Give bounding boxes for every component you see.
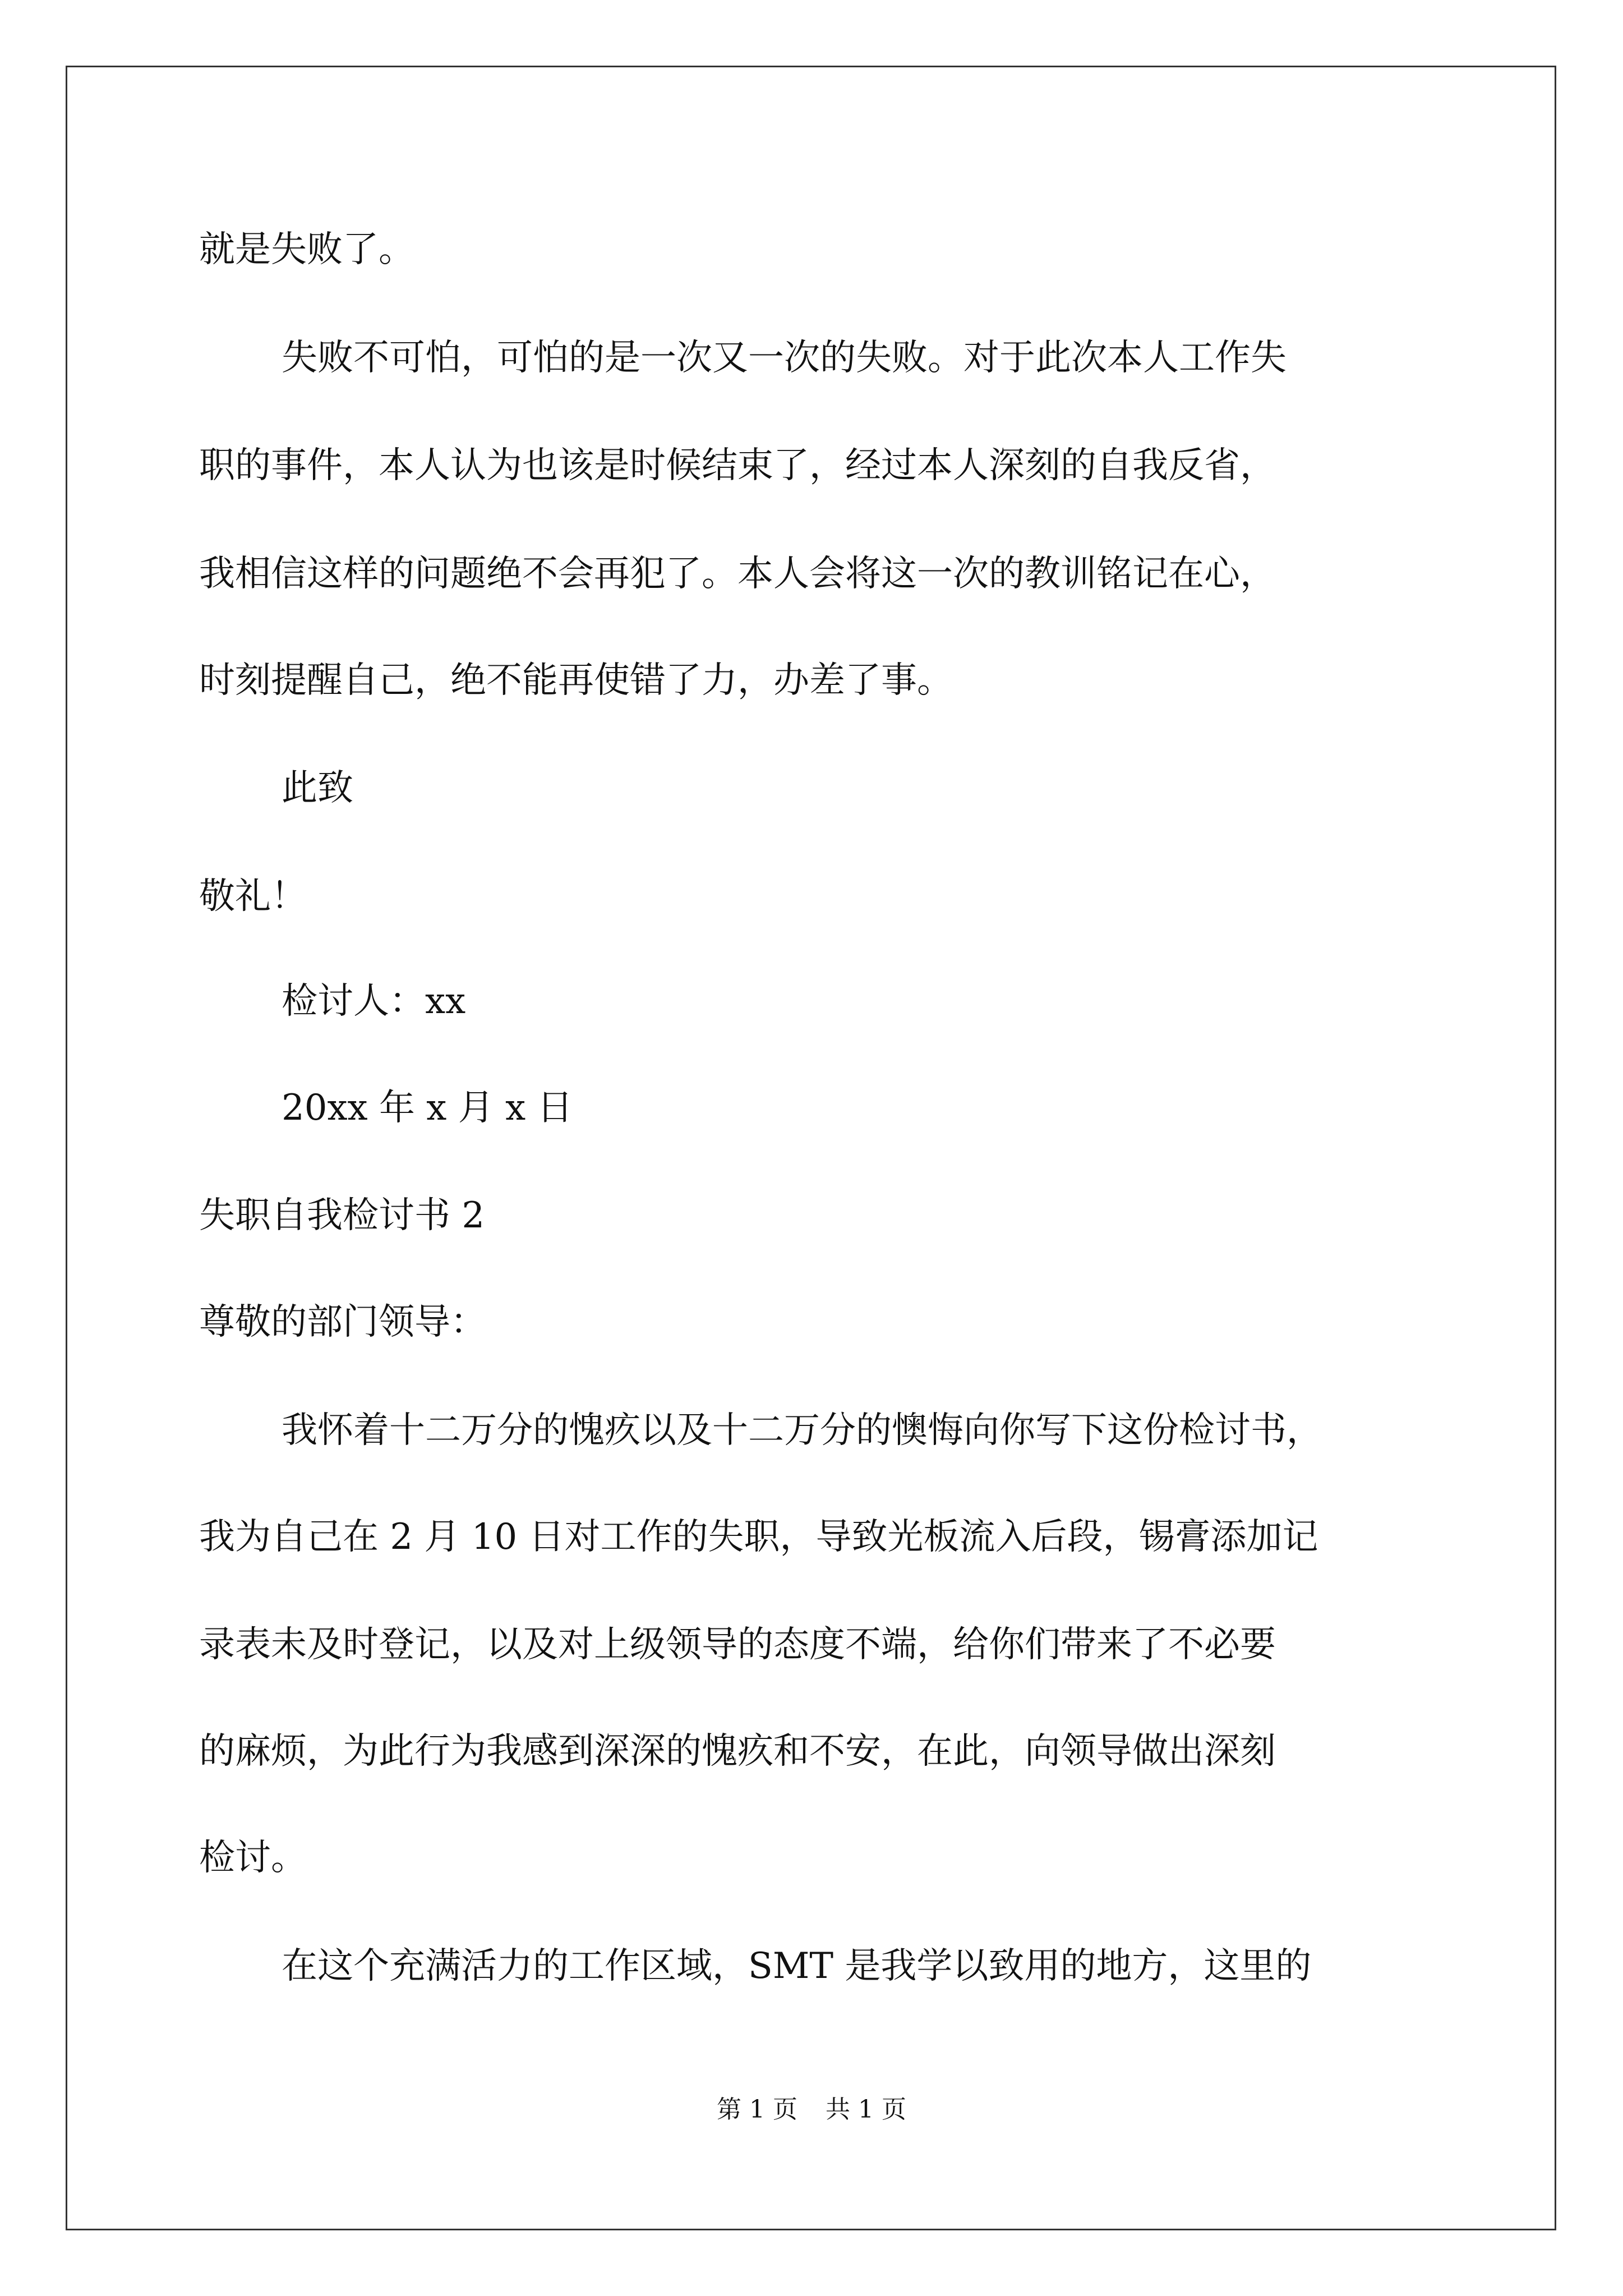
text-line-1: 就是失败了。 [199, 229, 414, 270]
text-line-2: 失败不可怕，可怕的是一次又一次的失败。对于此次本人工作失 [282, 337, 1287, 379]
text-line-16: 检讨。 [199, 1837, 307, 1879]
text-line-5: 时刻提醒自己，绝不能再使错了力，办差了事。 [199, 660, 953, 701]
date-line: 20xx 年 x 月 x 日 [282, 1087, 573, 1129]
greeting: 尊敬的部门领导： [199, 1301, 486, 1343]
text-line-12: 我怀着十二万分的愧疚以及十二万分的懊悔向你写下这份检讨书， [282, 1410, 1322, 1451]
page-total: 共 1 页 [826, 2095, 906, 2124]
text-line-14: 录表未及时登记，以及对上级领导的态度不端，给你们带来了不必要 [199, 1624, 1276, 1665]
page-border [66, 66, 1556, 2230]
page-number: 第 1 页 [717, 2095, 797, 2124]
text-line-4: 我相信这样的问题绝不会再犯了。本人会将这一次的教训铭记在心， [199, 553, 1276, 595]
page-footer [0, 2093, 1623, 2127]
text-line-15: 的麻烦，为此行为我感到深深的愧疚和不安，在此，向领导做出深刻 [199, 1731, 1276, 1772]
text-line-17: 在这个充满活力的工作区域，SMT 是我学以致用的地方，这里的 [282, 1945, 1312, 1987]
closing-regards: 敬礼！ [199, 876, 307, 917]
closing-salutation: 此致 [282, 767, 353, 809]
text-line-3: 职的事件，本人认为也该是时候结束了，经过本人深刻的自我反省， [199, 445, 1276, 486]
section-title: 失职自我检讨书 2 [199, 1195, 485, 1236]
text-line-13: 我为自己在 2 月 10 日对工作的失职，导致光板流入后段，锡膏添加记 [199, 1516, 1318, 1558]
signature-line: 检讨人：xx [282, 981, 466, 1022]
